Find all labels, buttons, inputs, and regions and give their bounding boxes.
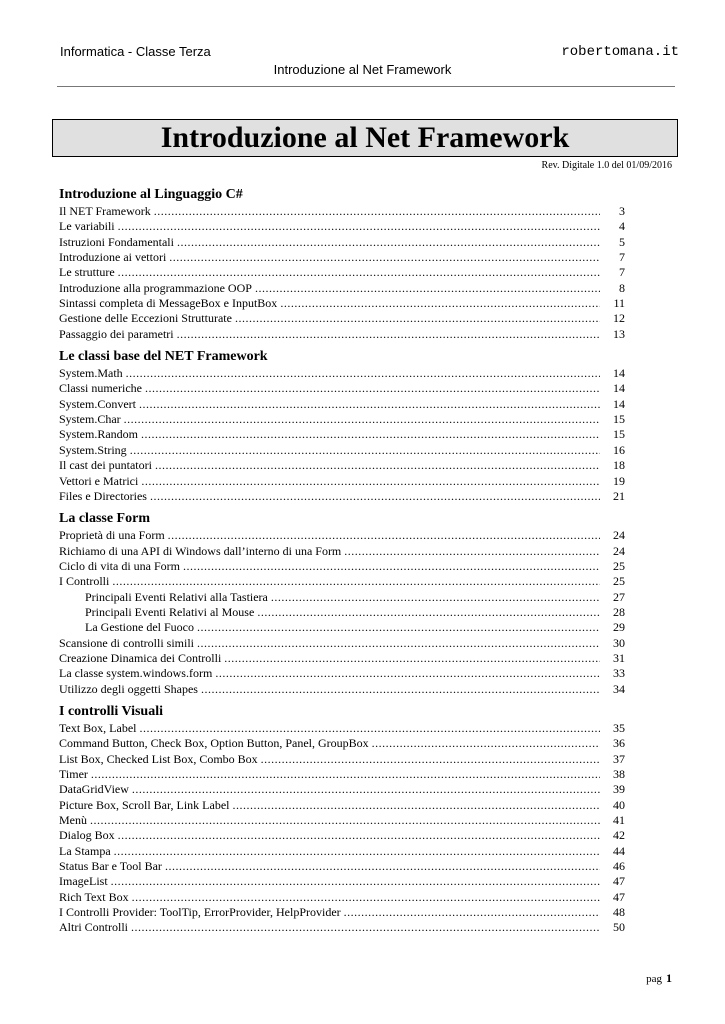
dot-leader [344, 905, 600, 920]
toc-entry-label: Utilizzo degli oggetti Shapes [59, 681, 198, 696]
toc-entry-label: System.String [59, 442, 127, 457]
toc-entry[interactable] [59, 489, 625, 504]
toc-entry[interactable] [59, 682, 625, 697]
toc-entry-page: 50 [613, 920, 625, 935]
toc-section-title: Le classi base del NET Framework [59, 349, 268, 365]
toc-entry[interactable] [59, 590, 625, 605]
toc-entry-page: 11 [613, 296, 625, 311]
toc-entry-label: Sintassi completa di MessageBox e InputBox [59, 296, 278, 311]
toc-entry[interactable] [59, 605, 625, 620]
toc-entry-page: 44 [613, 843, 625, 858]
header-site: robertomana.it [561, 44, 679, 60]
dot-leader [169, 250, 600, 265]
toc-entry-page: 38 [613, 767, 625, 781]
toc-entry[interactable] [59, 528, 625, 543]
toc-entry[interactable] [59, 890, 625, 905]
toc-entry[interactable] [59, 474, 625, 489]
dot-leader [197, 636, 600, 651]
toc-entry-page: 14 [613, 381, 625, 396]
toc-entry-page: 30 [613, 635, 625, 650]
toc-section [59, 703, 625, 936]
page-number: 1 [666, 971, 672, 985]
toc-entry-label: La classe system.windows.form [59, 666, 213, 681]
toc-entry[interactable] [59, 397, 625, 412]
dot-leader [255, 281, 600, 296]
toc-entry-label: Menù [59, 813, 87, 828]
toc-entry[interactable] [59, 265, 625, 280]
toc-entry-label: DataGridView [59, 782, 129, 797]
dot-leader [112, 574, 600, 589]
toc-entry-label: I Controlli [59, 574, 110, 589]
toc-entry-page: 48 [613, 905, 625, 920]
dot-leader [168, 528, 600, 543]
dot-leader [197, 620, 600, 635]
toc-entry-page: 33 [613, 666, 625, 681]
toc-entry-label: Altri Controlli [59, 920, 128, 935]
dot-leader [90, 813, 600, 828]
toc-entry-label: Principali Eventi Relativi al Mouse [85, 604, 255, 619]
toc-entry[interactable] [59, 920, 625, 935]
toc-entry-label: Status Bar e Tool Bar [59, 859, 162, 874]
dot-leader [155, 458, 600, 473]
toc-entry-page: 15 [613, 427, 625, 442]
toc-entry[interactable] [59, 412, 625, 427]
toc-entry[interactable] [59, 296, 625, 311]
dot-leader [118, 265, 600, 280]
toc-entry-label: Principali Eventi Relativi alla Tastiera [85, 589, 268, 604]
toc-entry-label: Rich Text Box [59, 889, 129, 904]
toc-entry[interactable] [59, 721, 625, 736]
toc-entry[interactable] [59, 327, 625, 342]
toc-entry[interactable] [59, 859, 625, 874]
toc-entry-label: System.Convert [59, 396, 136, 411]
toc-entry-page: 47 [613, 874, 625, 889]
toc-entry-label: Passaggio dei parametri [59, 326, 174, 341]
toc-entry-page: 15 [613, 412, 625, 427]
toc-entry-page: 47 [613, 889, 625, 904]
dot-leader [114, 844, 600, 859]
toc-section-title: I controlli Visuali [59, 703, 163, 719]
toc-entry-page: 5 [619, 234, 625, 249]
toc-entry-page: 14 [613, 396, 625, 411]
toc-entry-label: System.Math [59, 366, 123, 381]
toc-entry-label: Command Button, Check Box, Option Button, Panel, GroupBox [59, 736, 369, 751]
dot-leader [145, 381, 600, 396]
dot-leader [372, 736, 600, 751]
toc-entry-page: 7 [619, 250, 625, 265]
dot-leader [154, 204, 600, 219]
dot-leader [132, 890, 600, 905]
toc-entry[interactable] [59, 636, 625, 651]
toc-entry-label: Ciclo di vita di una Form [59, 558, 180, 573]
toc-entry[interactable] [59, 874, 625, 889]
dot-leader [118, 219, 600, 234]
dot-leader [232, 798, 600, 813]
toc-entry-page: 24 [613, 543, 625, 558]
toc-entry-label: Picture Box, Scroll Bar, Link Label [59, 797, 230, 812]
toc-entry-page: 3 [619, 204, 625, 218]
toc-entry-page: 36 [613, 736, 625, 751]
toc-entry-label: Scansione di controlli simili [59, 635, 194, 650]
toc-entry-page: 27 [613, 589, 625, 604]
toc-entry-label: Il NET Framework [59, 204, 151, 218]
toc-entry-label: I Controlli Provider: ToolTip, ErrorProvider, HelpProvider [59, 905, 341, 920]
toc-entry-label: Dialog Box [59, 828, 115, 843]
dot-leader [183, 559, 600, 574]
dot-leader [118, 828, 600, 843]
dot-leader [139, 397, 600, 412]
toc-entry-page: 24 [613, 528, 625, 543]
dot-leader [257, 605, 600, 620]
toc-entry-label: La Stampa [59, 843, 111, 858]
toc-entry-page: 16 [613, 442, 625, 457]
toc-section-title: Introduzione al Linguaggio C# [59, 187, 243, 202]
toc-entry-page: 31 [613, 650, 625, 665]
toc-entry-page: 46 [613, 859, 625, 874]
toc-entry-page: 37 [613, 751, 625, 766]
toc-entry[interactable] [59, 752, 625, 767]
dot-leader [130, 443, 600, 458]
toc-entry[interactable] [59, 235, 625, 250]
toc-entry-page: 8 [619, 280, 625, 295]
dot-leader [177, 235, 600, 250]
dot-leader [261, 752, 600, 767]
toc-entry-label: System.Random [59, 427, 139, 442]
dot-leader [150, 489, 600, 504]
toc-section [59, 348, 625, 504]
toc-entry[interactable] [59, 767, 625, 782]
toc-section [59, 186, 625, 342]
header-course: Informatica - Classe Terza [60, 44, 211, 59]
toc-entry[interactable] [59, 281, 625, 296]
toc-entry[interactable] [59, 544, 625, 559]
toc-entry[interactable] [59, 666, 625, 681]
toc-entry[interactable] [59, 366, 625, 381]
toc-entry-label: Gestione delle Eccezioni Strutturate [59, 311, 232, 326]
dot-leader [132, 782, 600, 797]
toc-entry-page: 25 [613, 558, 625, 573]
toc-entry-label: La Gestione del Fuoco [85, 620, 194, 635]
dot-leader [177, 327, 600, 342]
toc-entry-label: List Box, Checked List Box, Combo Box [59, 751, 258, 766]
toc-entry[interactable] [59, 381, 625, 396]
toc-entry-page: 25 [613, 574, 625, 589]
toc-entry-label: System.Char [59, 412, 121, 427]
toc-entry-page: 21 [613, 488, 625, 503]
toc-entry[interactable] [59, 905, 625, 920]
toc-entry-label: Timer [59, 767, 88, 781]
toc-entry[interactable] [59, 574, 625, 589]
document-title: Introduzione al Net Framework [52, 119, 678, 157]
toc-entry-label: Introduzione ai vettori [59, 250, 167, 265]
toc-entry[interactable] [59, 620, 625, 635]
toc-entry-page: 35 [613, 720, 625, 735]
toc-entry-label: Classi numeriche [59, 381, 142, 396]
toc-entry-label: Vettori e Matrici [59, 473, 139, 488]
toc-entry-label: Istruzioni Fondamentali [59, 234, 174, 249]
dot-leader [126, 366, 600, 381]
toc-entry-page: 34 [613, 681, 625, 696]
toc-entry-page: 19 [613, 473, 625, 488]
toc-entry-page: 13 [613, 326, 625, 341]
toc-entry[interactable] [59, 736, 625, 751]
toc-entry-label: Il cast dei puntatori [59, 458, 152, 473]
toc-entry-page: 18 [613, 458, 625, 473]
toc-entry-label: Introduzione alla programmazione OOP [59, 280, 252, 295]
dot-leader [91, 767, 600, 782]
toc-entry[interactable] [59, 559, 625, 574]
toc-entry-page: 4 [619, 219, 625, 234]
toc-entry[interactable] [59, 427, 625, 442]
toc-entry[interactable] [59, 651, 625, 666]
toc-entry-label: Text Box, Label [59, 720, 137, 735]
dot-leader [201, 682, 600, 697]
page-footer [646, 971, 672, 986]
dot-leader [139, 721, 600, 736]
dot-leader [141, 474, 600, 489]
toc-entry-page: 7 [619, 265, 625, 280]
header-subtitle: Introduzione al Net Framework [273, 62, 452, 77]
toc-entry-page: 12 [613, 311, 625, 326]
toc-entry-page: 39 [613, 782, 625, 797]
footer-prefix: pag [646, 973, 662, 985]
header-divider [57, 86, 675, 87]
dot-leader [124, 412, 600, 427]
dot-leader [235, 311, 600, 326]
toc-entry[interactable] [59, 311, 625, 326]
toc-entry[interactable] [59, 782, 625, 797]
toc-entry-label: Creazione Dinamica dei Controlli [59, 650, 222, 665]
toc-entry-label: ImageList [59, 874, 108, 889]
toc-entry[interactable] [59, 250, 625, 265]
toc-entry[interactable] [59, 813, 625, 828]
toc-entry-label: Proprietà di una Form [59, 528, 165, 543]
toc-entry[interactable] [59, 844, 625, 859]
toc-entry-label: Files e Directories [59, 488, 147, 503]
toc-entry[interactable] [59, 458, 625, 473]
toc-entry-label: Le variabili [59, 219, 115, 234]
toc-entry[interactable] [59, 204, 625, 219]
dot-leader [344, 544, 600, 559]
toc-entry-label: Richiamo di una API di Windows dall’interno di una Form [59, 543, 342, 558]
toc-entry-page: 14 [613, 366, 625, 381]
toc-entry-page: 28 [613, 604, 625, 619]
toc-entry-page: 42 [613, 828, 625, 843]
toc-entry[interactable] [59, 219, 625, 234]
toc-entry-page: 29 [613, 620, 625, 635]
toc-entry-page: 41 [613, 813, 625, 828]
dot-leader [271, 590, 600, 605]
toc-entry[interactable] [59, 443, 625, 458]
dot-leader [280, 296, 600, 311]
dot-leader [165, 859, 600, 874]
dot-leader [141, 427, 600, 442]
toc-entry-page: 40 [613, 797, 625, 812]
toc-section-title: La classe Form [59, 511, 150, 527]
dot-leader [224, 651, 600, 666]
dot-leader [215, 666, 600, 681]
toc-entry[interactable] [59, 798, 625, 813]
dot-leader [131, 920, 600, 935]
toc-section [59, 510, 625, 697]
revision-note: Rev. Digitale 1.0 del 01/09/2016 [541, 160, 672, 171]
table-of-contents [59, 186, 625, 942]
toc-entry-label: Le strutture [59, 265, 115, 280]
toc-entry[interactable] [59, 828, 625, 843]
dot-leader [111, 874, 600, 889]
